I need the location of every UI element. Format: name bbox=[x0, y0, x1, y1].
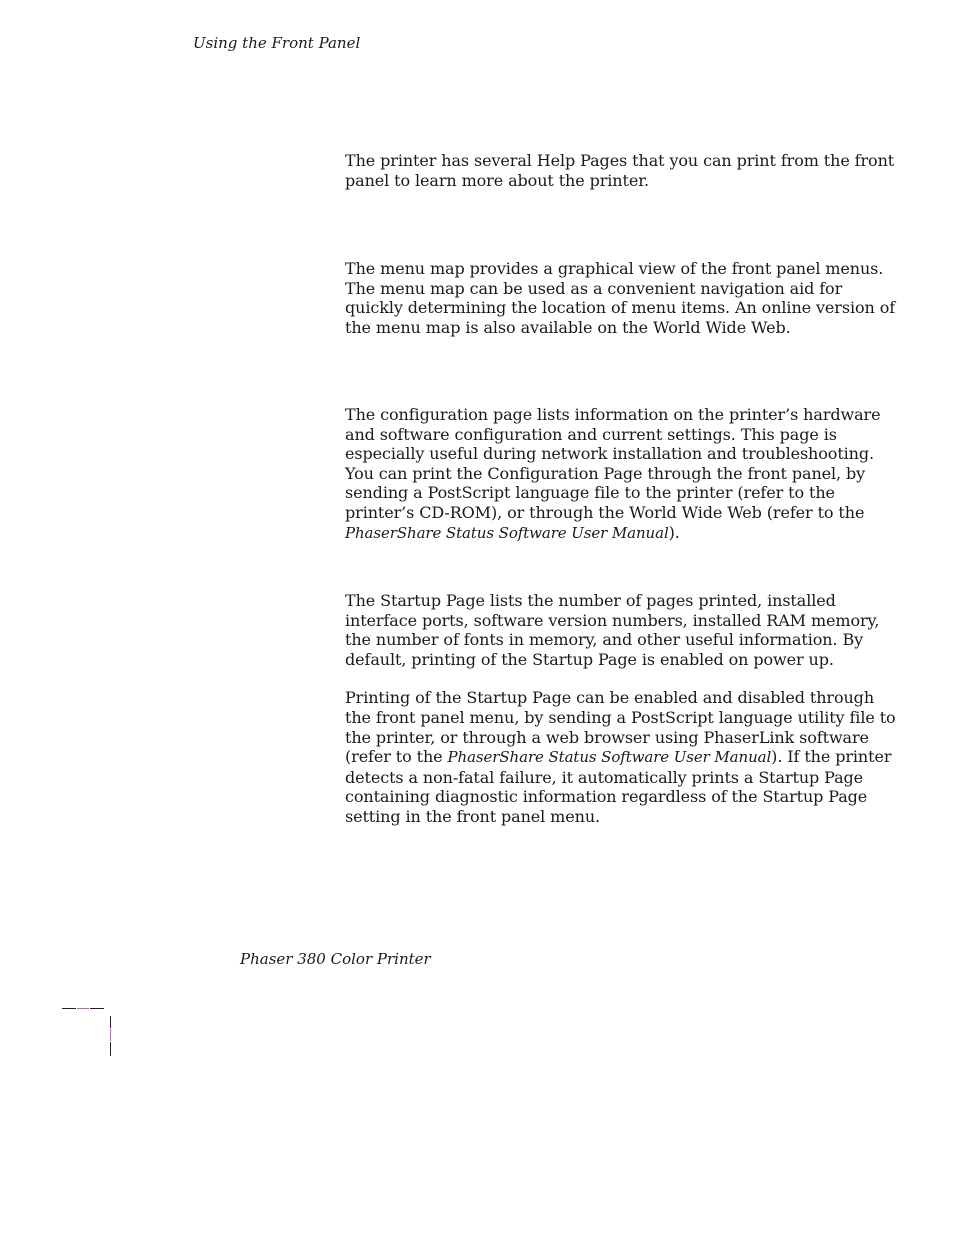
crop-mark-vertical bbox=[110, 1042, 111, 1056]
crop-mark-horizontal-magenta bbox=[77, 1008, 89, 1009]
startup-page-paragraph-1: The Startup Page lists the number of pages printed, installed interface ports, software version numbers, installed RAM memory, the number of fonts in memory, and other useful information. By default, printing of the Startup Page is enabled on power up. bbox=[345, 591, 880, 669]
configuration-text-start: The configuration page lists information on the printer’s hardware and software configuration and current settings. This page is especially useful during network installation and troubleshooting. You can print the Configuration Page through the front panel, by sending a PostScript language file to the printer (refer to the printer’s CD-ROM), or through the World Wide Web (refer to the bbox=[345, 405, 881, 522]
startup-text-end: ). If the printer detects a non-fatal failure, it automatically prints a Startup Page containing diagnostic information regardless of the Startup Page setting in the front panel menu. bbox=[345, 747, 892, 826]
manual-title: PhaserShare Status Software User Manual bbox=[345, 523, 669, 542]
startup-text-start: Printing of the Startup Page can be enabled and disabled through the front panel menu, by sending a PostScript language utility file to the printer, or through a web browser using PhaserLink software (refer to the bbox=[345, 688, 896, 767]
running-head: Using the Front Panel bbox=[193, 34, 361, 52]
footer-product-name: Phaser 380 Color Printer bbox=[240, 950, 431, 968]
startup-page-section bbox=[345, 591, 901, 827]
crop-mark-horizontal bbox=[62, 1008, 76, 1009]
configuration-text-end: ). bbox=[668, 522, 680, 542]
configuration-page-section bbox=[345, 405, 901, 543]
configuration-page-paragraph bbox=[345, 405, 901, 543]
help-pages-paragraph: The printer has several Help Pages that you can print from the front panel to learn more about the printer. bbox=[345, 151, 895, 190]
help-pages-section bbox=[345, 151, 901, 190]
startup-page-paragraph-2 bbox=[345, 688, 901, 826]
manual-title: PhaserShare Status Software User Manual bbox=[447, 748, 772, 767]
crop-mark-horizontal bbox=[90, 1008, 104, 1009]
crop-mark-vertical-magenta bbox=[110, 1029, 111, 1041]
menu-map-section bbox=[345, 259, 901, 337]
menu-map-paragraph: The menu map provides a graphical view of the front panel menus. The menu map can be used as a convenient navigation aid for quickly determining the location of menu items. An online version of the menu map is also available on the World Wide Web. bbox=[345, 259, 896, 337]
crop-mark-vertical bbox=[110, 1016, 111, 1028]
